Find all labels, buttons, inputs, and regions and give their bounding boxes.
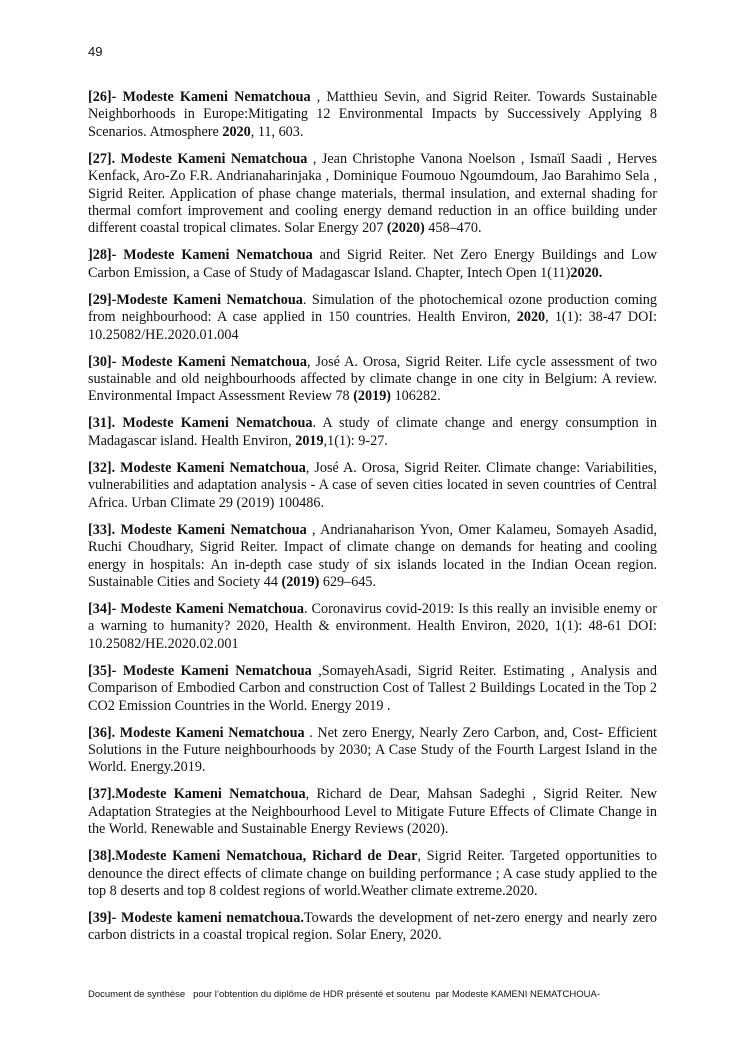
reference-bold-text: [39]- Modeste kameni nematchoua. <box>88 909 304 926</box>
reference-text: 629–645. <box>319 573 377 590</box>
reference-text: , José A. Orosa, Sigrid Reiter. Life cycle assessment of two sustainable and old neighbourhoods affected by climate change in one city in Belgium: A review. Environmental Impact Assessment Review 78 <box>88 353 657 405</box>
reference-item <box>88 725 657 777</box>
reference-text: , Matthieu Sevin, and Sigrid Reiter. Towards Sustainable Neighborhoods in Europe:Mitigating 12 Environmental Impacts by Successively Applying 8 Scenarios. Atmosphere <box>88 89 657 140</box>
page-footer: Document de synthèse pour l’obtention du diplôme de HDR présenté et soutenu par Modeste KAMENI NEMATCHOUA- <box>88 989 601 1000</box>
reference-bold-text: ]28]- Modeste Kameni Nematchoua <box>88 247 313 264</box>
reference-item <box>88 354 657 406</box>
page-number: 49 <box>88 44 103 59</box>
reference-bold-text: [30]- Modeste Kameni Nematchoua <box>88 353 308 370</box>
reference-bold-text: (2019) <box>353 388 392 405</box>
reference-bold-text: [38].Modeste Kameni Nematchoua, Richard de Dear <box>88 848 418 865</box>
reference-item <box>88 415 657 450</box>
reference-text: and Sigrid Reiter. Net Zero Energy Buildings and Low Carbon Emission, a Case of Study of Madagascar Island. Chapter, Intech Open 1(11) <box>88 247 657 281</box>
reference-bold-text: [34]- Modeste Kameni Nematchoua <box>88 600 305 617</box>
reference-bold-text: [29]-Modeste Kameni Nematchoua <box>88 291 303 308</box>
reference-text: , Jean Christophe Vanona Noelson , Ismaïl Saadi , Herves Kenfack, Aro-Zo F.R. Andrianaharinjaka , Dominique Foumouo Ngoumdoum, Jao Barahimo Sela , Sigrid Reiter. Application of phase change materials, thermal insulation, and external shading for thermal comfort improvement and cooling energy demand reduction in an office building under different coastal tropical climates. Solar Energy 207 <box>88 150 657 237</box>
reference-text: . A study of climate change and energy consumption in Madagascar island. Health Environ, <box>88 415 657 449</box>
reference-item <box>88 910 657 945</box>
reference-bold-text: [27]. Modeste Kameni Nematchoua <box>88 150 308 167</box>
reference-item <box>88 460 657 512</box>
reference-item <box>88 247 657 282</box>
reference-text: 106282. <box>391 388 441 405</box>
reference-bold-text: [33]. Modeste Kameni Nematchoua <box>88 521 307 538</box>
reference-text: . Net zero Energy, Nearly Zero Carbon, and, Cost- Efficient Solutions in the Future neighbourhoods by 2030; A Case Study of the Fourth Largest Island in the World. Energy.2019. <box>88 724 657 776</box>
reference-bold-text: [37].Modeste Kameni Nematchoua <box>88 786 306 803</box>
reference-item <box>88 848 657 900</box>
reference-bold-text: (2020) <box>386 220 425 237</box>
reference-bold-text: 2019 <box>295 432 324 449</box>
reference-text: . Coronavirus covid-2019: Is this really an invisible enemy or a warning to humanity? 2020, Health & environment. Health Environ, 2020, 1(1): 48-61 DOI: 10.25082/HE.2020.02.001 <box>88 600 657 652</box>
reference-item <box>88 292 657 344</box>
reference-text: , Sigrid Reiter. Targeted opportunities to denounce the direct effects of climate change on building performance ; A case study applied to the top 8 deserts and top 8 coldest regions of world.Weather climate extreme.2020. <box>88 848 657 899</box>
reference-text: , Richard de Dear, Mahsan Sadeghi , Sigrid Reiter. New Adaptation Strategies at the Neighbourhood Level to Mitigate Future Effects of Climate Change in the World. Renewable and Sustainable Energy Reviews (2020). <box>88 786 657 838</box>
reference-bold-text: [32]. Modeste Kameni Nematchoua <box>88 459 306 476</box>
reference-bold-text: 2020. <box>570 264 603 281</box>
reference-bold-text: [31]. Modeste Kameni Nematchoua <box>88 415 313 432</box>
reference-bold-text: (2019) <box>281 573 320 590</box>
reference-text: 458–470. <box>424 220 482 237</box>
reference-item <box>88 522 657 592</box>
reference-list <box>88 89 657 954</box>
reference-item <box>88 601 657 653</box>
reference-bold-text: [36]. Modeste Kameni Nematchoua <box>88 724 305 741</box>
reference-text: ,1(1): 9-27. <box>323 432 388 449</box>
reference-text: , 11, 603. <box>250 123 304 140</box>
reference-item <box>88 151 657 238</box>
reference-item <box>88 89 657 141</box>
reference-bold-text: 2020 <box>222 123 251 140</box>
reference-text: , 1(1): 38-47 DOI: 10.25082/HE.2020.01.004 <box>88 309 657 343</box>
reference-bold-text: 2020 <box>516 309 546 326</box>
reference-bold-text: [26]- Modeste Kameni Nematchoua <box>88 89 311 105</box>
reference-text: . Simulation of the photochemical ozone production coming from neighbourhood: A case applied in 150 countries. Health Environ, <box>88 291 657 326</box>
reference-item <box>88 786 657 838</box>
reference-text: ,SomayehAsadi, Sigrid Reiter. Estimating , Analysis and Comparison of Embodied Carbon and construction Cost of Tallest 2 Buildings Located in the Top 2 CO2 Emission Countries in the World. Energy 2019 . <box>88 662 657 714</box>
reference-bold-text: [35]- Modeste Kameni Nematchoua <box>88 662 312 679</box>
reference-text: , José A. Orosa, Sigrid Reiter. Climate change: Variabilities, vulnerabilities and adaptation analysis - A case of seven cities located in seven countries of Central Africa. Urban Climate 29 (2019) 100486. <box>88 459 657 511</box>
reference-item <box>88 663 657 715</box>
reference-text: , Andrianaharison Yvon, Omer Kalameu, Somayeh Asadid, Ruchi Choudhary, Sigrid Reiter. Impact of climate change on demands for heating and cooling energy in hospitals: An in-depth case study of six islands located in the Indian Ocean region. Sustainable Cities and Society 44 <box>88 521 657 590</box>
reference-text: Towards the development of net-zero energy and nearly zero carbon districts in a coastal tropical region. Solar Enery, 2020. <box>88 909 657 944</box>
